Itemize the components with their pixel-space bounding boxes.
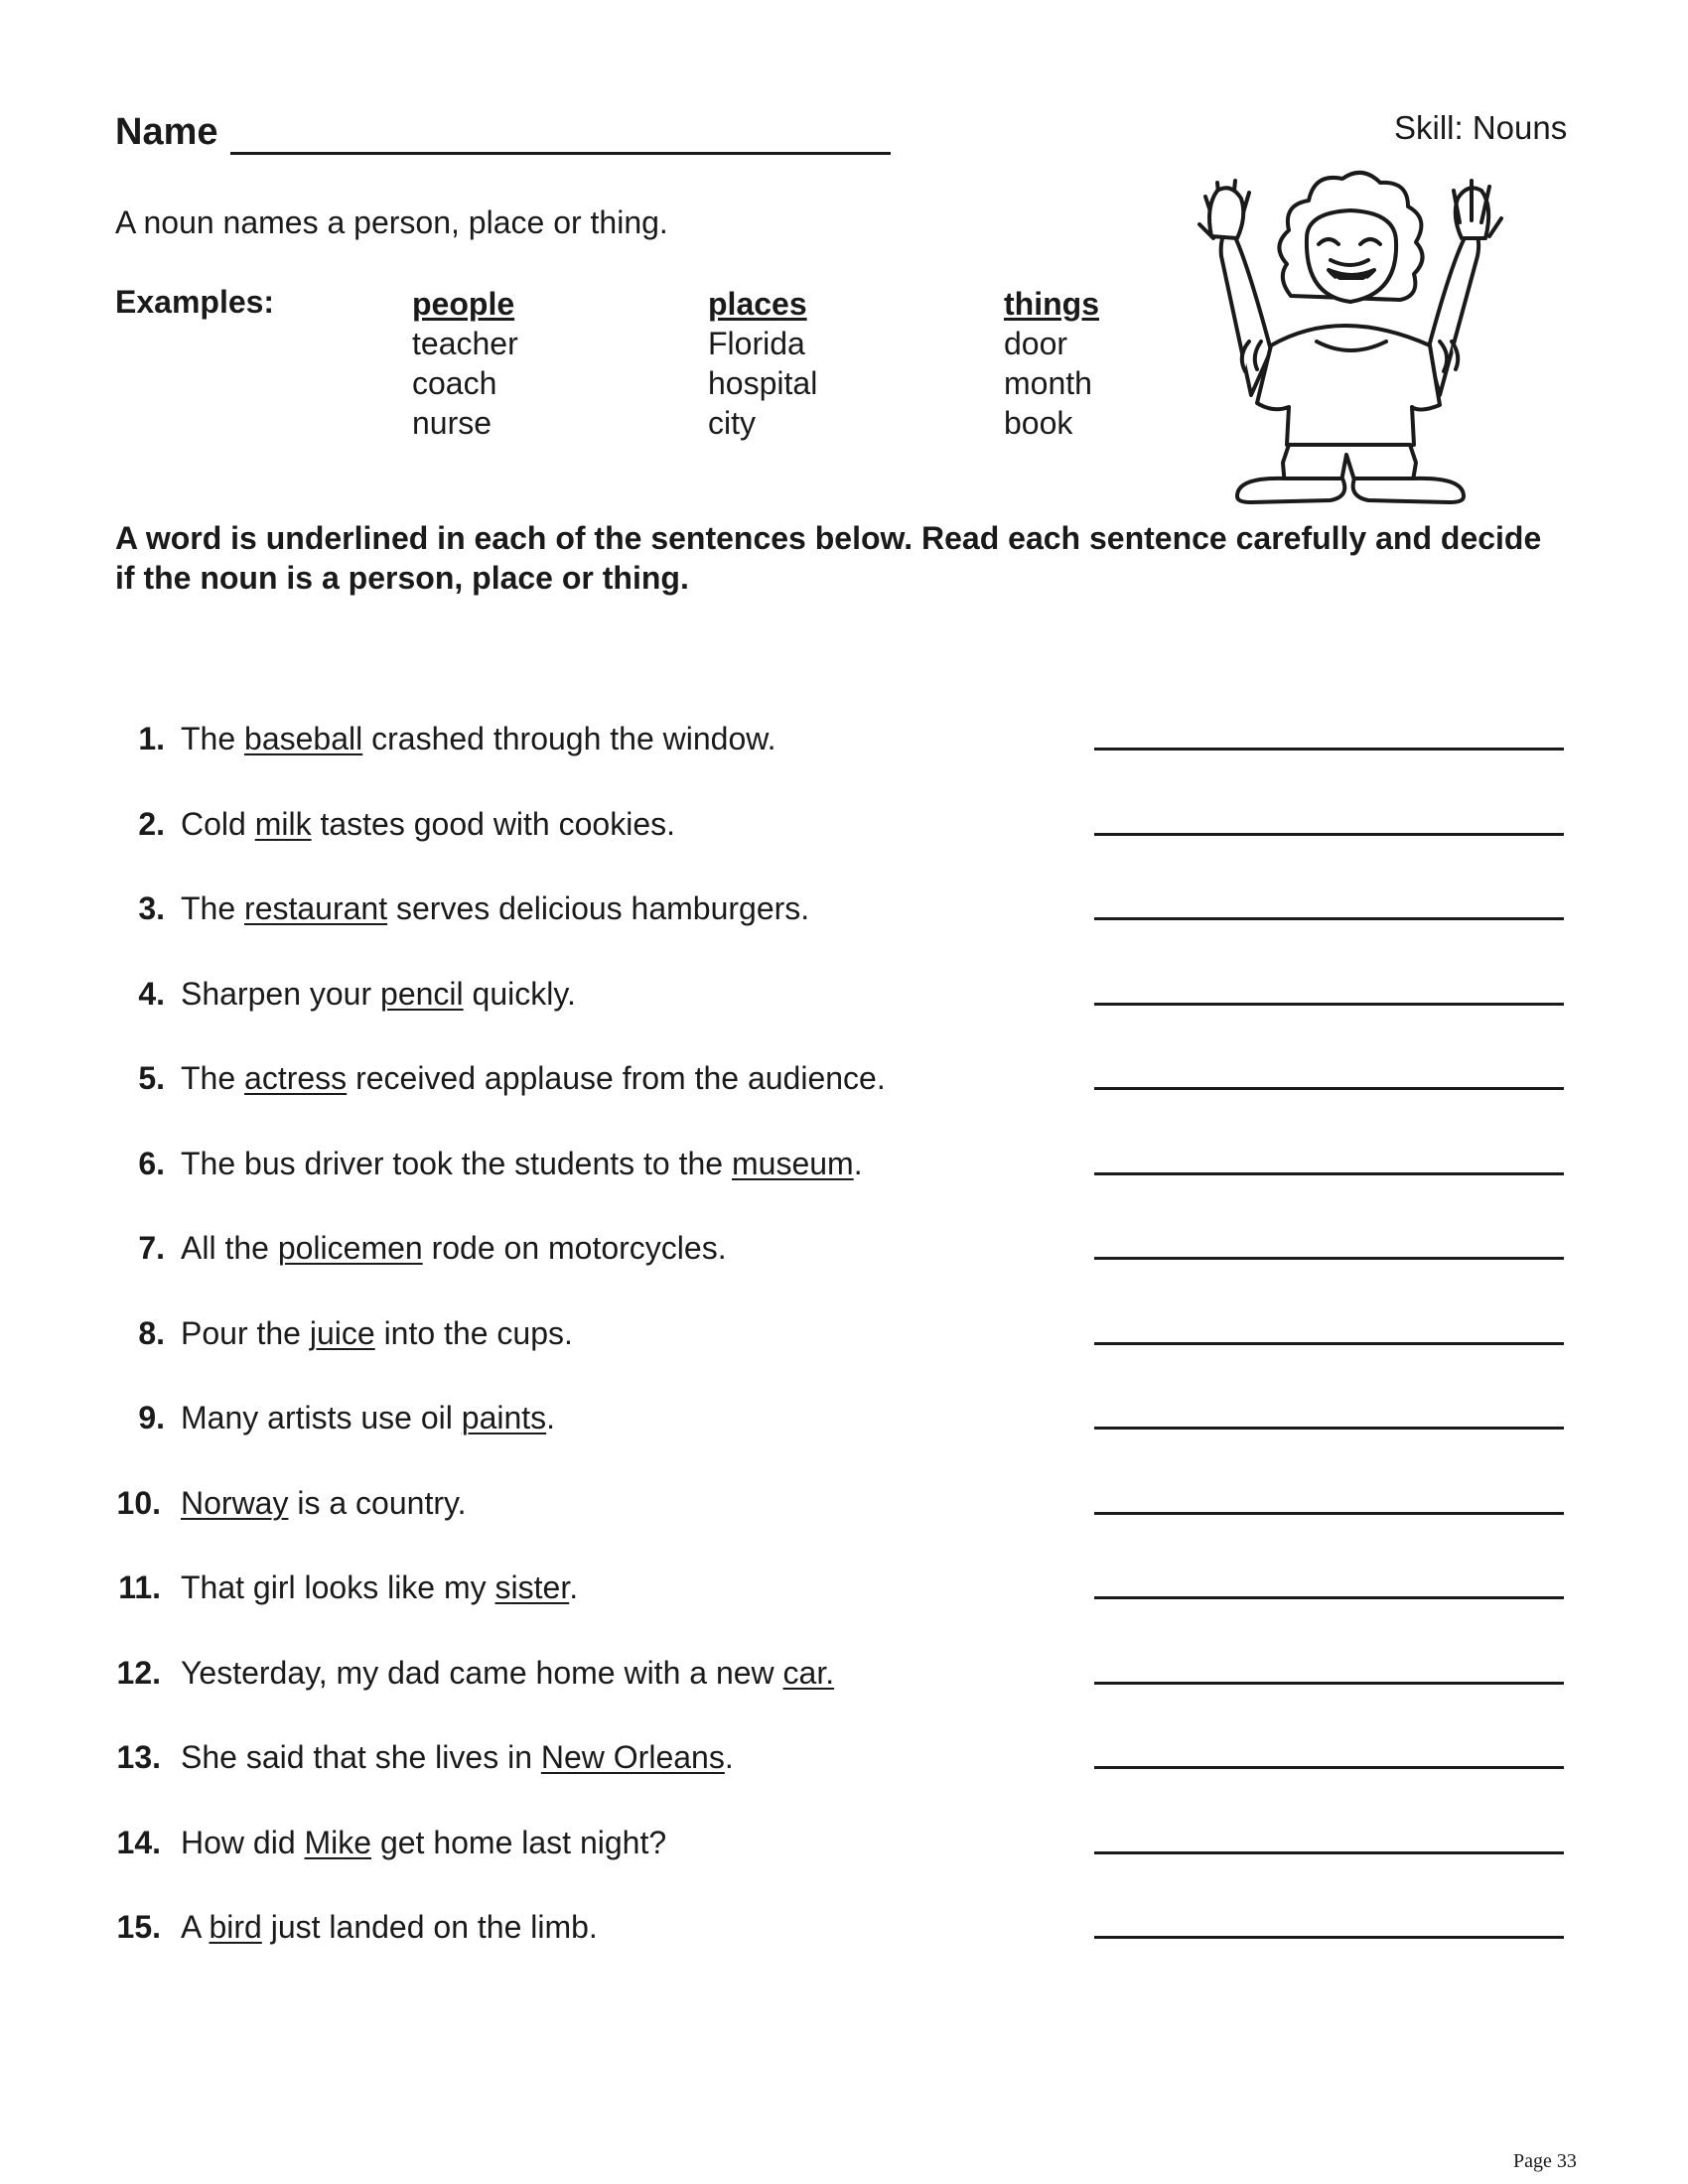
question-number: 1. bbox=[138, 721, 165, 756]
underlined-noun: museum bbox=[731, 1146, 854, 1181]
question-sentence bbox=[181, 1315, 573, 1352]
question-number: 11. bbox=[118, 1570, 161, 1605]
column-heading: places bbox=[708, 286, 807, 322]
sentence-text: . bbox=[546, 1400, 556, 1435]
sentence-text: The bus driver took the students to the bbox=[181, 1146, 732, 1181]
question-number: 5. bbox=[138, 1060, 165, 1096]
examples-column-things bbox=[1004, 284, 1099, 443]
question-number: 12. bbox=[116, 1655, 161, 1691]
examples-column-people bbox=[412, 284, 518, 443]
answer-line[interactable] bbox=[1094, 917, 1564, 920]
question-sentence bbox=[181, 1400, 555, 1436]
example-word: nurse bbox=[412, 405, 492, 441]
question-sentence bbox=[181, 1146, 863, 1182]
sentence-text: A bbox=[181, 1909, 210, 1945]
question-sentence bbox=[181, 1909, 598, 1946]
sentence-text: That girl looks like my bbox=[181, 1570, 495, 1605]
question-sentence bbox=[181, 1485, 467, 1522]
question-number: 4. bbox=[138, 976, 165, 1012]
underlined-noun: paints bbox=[461, 1400, 547, 1435]
sentence-text: The bbox=[181, 890, 245, 926]
sentence-text: rode on motorcycles. bbox=[422, 1230, 727, 1266]
column-heading: people bbox=[412, 286, 515, 322]
answer-line[interactable] bbox=[1094, 1512, 1564, 1515]
sentence-text: serves delicious hamburgers. bbox=[387, 890, 810, 926]
instructions-text: A word is underlined in each of the sentences below. Read each sentence carefully and decide if the noun is a person, place or thing. bbox=[115, 520, 1542, 596]
sentence-text: just landed on the limb. bbox=[261, 1909, 598, 1945]
underlined-noun: actress bbox=[244, 1060, 348, 1096]
name-label: Name bbox=[115, 111, 218, 153]
question-number: 15. bbox=[116, 1909, 161, 1945]
sentence-text: received applause from the audience. bbox=[347, 1060, 886, 1096]
answer-line[interactable] bbox=[1094, 833, 1564, 836]
question-number: 2. bbox=[138, 806, 165, 842]
question-number: 10. bbox=[116, 1485, 161, 1521]
sentence-text: tastes good with cookies. bbox=[311, 806, 675, 842]
underlined-noun: New Orleans bbox=[540, 1739, 725, 1775]
underlined-noun: sister bbox=[494, 1570, 570, 1605]
column-heading: things bbox=[1004, 286, 1099, 322]
answer-line[interactable] bbox=[1094, 1596, 1564, 1599]
sentence-text: The bbox=[181, 1060, 245, 1096]
question-sentence bbox=[181, 1060, 886, 1097]
sentence-text: . bbox=[853, 1146, 863, 1181]
sentence-text: . bbox=[724, 1739, 734, 1775]
underlined-noun: car. bbox=[782, 1655, 835, 1691]
question-sentence bbox=[181, 976, 576, 1013]
sentence-text: All the bbox=[181, 1230, 278, 1266]
underlined-noun: bird bbox=[209, 1909, 262, 1945]
underlined-noun: Norway bbox=[181, 1485, 289, 1521]
question-sentence bbox=[181, 1739, 734, 1776]
example-word: hospital bbox=[708, 365, 818, 401]
answer-line[interactable] bbox=[1094, 1087, 1564, 1090]
sentence-text: How did bbox=[181, 1825, 305, 1860]
page-number: Page 33 bbox=[1513, 2150, 1577, 2172]
sentence-text: She said that she lives in bbox=[181, 1739, 541, 1775]
underlined-noun: Mike bbox=[304, 1825, 372, 1860]
example-word: teacher bbox=[412, 326, 518, 361]
example-word: Florida bbox=[708, 326, 805, 361]
sentence-text: Many artists use oil bbox=[181, 1400, 462, 1435]
name-input-line[interactable] bbox=[230, 152, 891, 155]
intro-text: A noun names a person, place or thing. bbox=[115, 205, 668, 240]
example-word: month bbox=[1004, 365, 1092, 401]
question-number: 9. bbox=[138, 1400, 165, 1435]
sentence-text: Yesterday, my dad came home with a new bbox=[181, 1655, 783, 1691]
question-sentence bbox=[181, 1230, 727, 1267]
sentence-text: Pour the bbox=[181, 1315, 310, 1351]
sentence-text: The bbox=[181, 721, 245, 756]
sentence-text: quickly. bbox=[463, 976, 576, 1012]
underlined-noun: milk bbox=[254, 806, 312, 842]
question-number: 13. bbox=[116, 1739, 161, 1775]
underlined-noun: pencil bbox=[380, 976, 464, 1012]
answer-line[interactable] bbox=[1094, 1257, 1564, 1260]
answer-line[interactable] bbox=[1094, 1851, 1564, 1854]
sentence-text: into the cups. bbox=[374, 1315, 573, 1351]
underlined-noun: policemen bbox=[277, 1230, 423, 1266]
examples-label: Examples: bbox=[115, 284, 275, 320]
question-number: 8. bbox=[138, 1315, 165, 1351]
answer-line[interactable] bbox=[1094, 1003, 1564, 1006]
question-number: 3. bbox=[138, 890, 165, 926]
question-number: 14. bbox=[116, 1825, 161, 1860]
answer-line[interactable] bbox=[1094, 748, 1564, 751]
question-number: 6. bbox=[138, 1146, 165, 1181]
example-word: door bbox=[1004, 326, 1068, 361]
sentence-text: Cold bbox=[181, 806, 255, 842]
sentence-text: get home last night? bbox=[371, 1825, 667, 1860]
underlined-noun: juice bbox=[309, 1315, 375, 1351]
example-word: city bbox=[708, 405, 756, 441]
answer-line[interactable] bbox=[1094, 1172, 1564, 1175]
question-sentence bbox=[181, 721, 776, 757]
sentence-text: is a country. bbox=[288, 1485, 467, 1521]
sentence-text: . bbox=[569, 1570, 579, 1605]
examples-column-places bbox=[708, 284, 817, 443]
question-sentence bbox=[181, 1570, 578, 1606]
sentence-text: crashed through the window. bbox=[362, 721, 776, 756]
example-word: coach bbox=[412, 365, 497, 401]
underlined-noun: baseball bbox=[244, 721, 363, 756]
underlined-noun: restaurant bbox=[244, 890, 388, 926]
cartoon-girl-waving-icon bbox=[1192, 147, 1509, 504]
example-word: book bbox=[1004, 405, 1073, 441]
question-sentence bbox=[181, 1825, 666, 1861]
answer-line[interactable] bbox=[1094, 1766, 1564, 1769]
answer-line[interactable] bbox=[1094, 1342, 1564, 1345]
skill-label: Skill: Nouns bbox=[1394, 109, 1568, 146]
question-sentence bbox=[181, 1655, 834, 1692]
answer-line[interactable] bbox=[1094, 1936, 1564, 1939]
answer-line[interactable] bbox=[1094, 1682, 1564, 1685]
sentence-text: Sharpen your bbox=[181, 976, 381, 1012]
answer-line[interactable] bbox=[1094, 1427, 1564, 1430]
question-sentence bbox=[181, 806, 675, 843]
question-number: 7. bbox=[138, 1230, 165, 1266]
question-sentence bbox=[181, 890, 809, 927]
